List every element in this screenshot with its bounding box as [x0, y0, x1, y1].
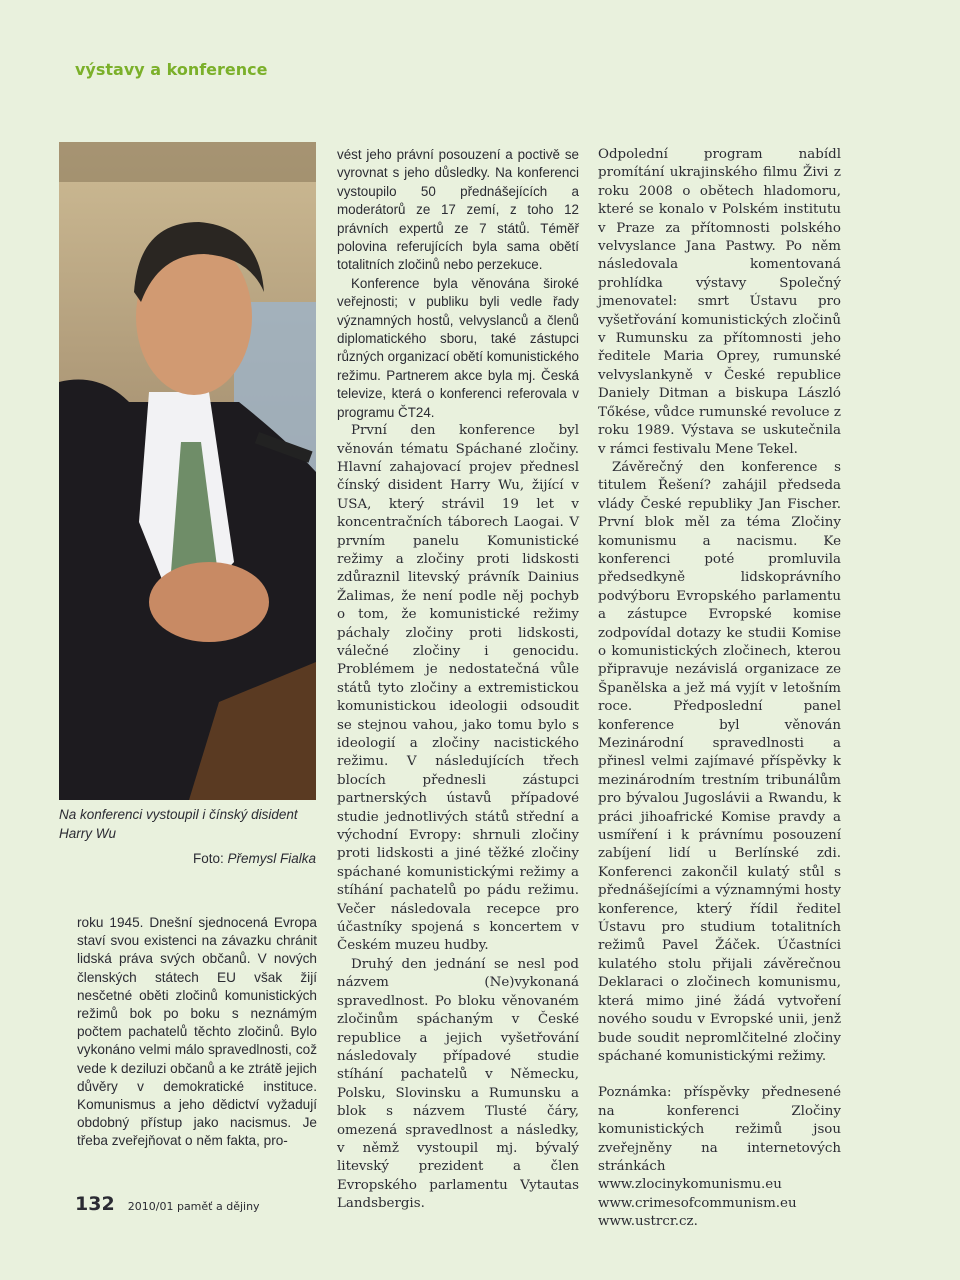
speaker-photo — [59, 142, 316, 800]
paragraph: Druhý den jednání se nesl pod názvem (Ne)vykonaná spravedlnost. Po bloku věnovaném zločinům spáchaným v České republice a jejich vyšetřování následovaly případové studie stíhání pachatelů v Německu, Polsku, Slovinsku a Rumunsku a blok s názvem Tlusté čáry, omezená spravedlnost a následky, v němž vystoupil mj. bývalý litevský prezident a člen Evropského parlamentu Vytautas Landsbergis. — [337, 956, 579, 1212]
photo-credit — [59, 849, 316, 868]
website-link[interactable]: www.zlocinykomunismu.eu — [598, 1177, 782, 1193]
link-list — [598, 1176, 841, 1231]
section-heading: výstavy a konference — [75, 60, 268, 79]
page-number: 132 — [75, 1193, 115, 1215]
article-column-1 — [77, 914, 317, 1151]
website-link[interactable]: www.ustrcr.cz. — [598, 1214, 698, 1230]
issue-label: 2010/01 paměť a dějiny — [127, 1200, 260, 1213]
paragraph: Odpolední program nabídl promítání ukrajinského filmu Živi z roku 2008 o obětech hladomoru, které se konalo v Polském institutu v Praze za přítomnosti polského velvyslance Jana Pastwy. Po něm následovala komentovaná prohlídka výstavy Společný jmenovatel: smrt Ústavu pro vyšetřování komunistických zločinů v Rumunsku za přítomnosti jeho ředitele Maria Oprey, rumunské velvyslankyně v České republice Daniely Ditman a biskupa László Tőkése, vůdce rumunské revoluce z roku 1989. Výstava se uskutečnila v rámci festivalu Mene Tekel. — [598, 147, 841, 457]
paragraph: roku 1945. Dnešní sjednocená Evropa staví svou existenci na závazku chránit lidská práva svých občanů. V nových členských státech EU však žijí nesčetné oběti zločinů komunistických režimů bok po boku s neznámým počtem pachatelů těchto zločinů. Bylo vykonáno velmi málo spravedlnosti, což vede k deziluzi občanů a ke ztrátě jejich důvěry v demokratické instituce. Komunismus a jeho dědictví vyžadují obdobný přístup jako nacismus. Je třeba zveřejňovat o něm fakta, pro- — [77, 915, 317, 1149]
article-column-3 — [598, 146, 841, 1232]
page-footer — [75, 1193, 260, 1215]
credit-prefix: Foto: — [192, 851, 228, 866]
paragraph: Konference byla věnována široké veřejnosti; v publiku byli vedle řady významných hostů, velvyslanců a členů diplomatického sboru, také zástupci různých organizací obětí komunistického režimu. Partnerem akce byla mj. Česká televize, která o konferenci referovala v programu ČT24. — [337, 275, 579, 420]
speaker-photo-illustration — [59, 142, 316, 800]
website-link[interactable]: www.crimesofcommunism.eu — [598, 1195, 797, 1211]
paragraph: První den konference byl věnován tématu Spáchané zločiny. Hlavní zahajovací projev přednesl čínský disident Harry Wu, žijící v USA, který strávil 19 let v koncentračních táborech Laogai. V prvním panelu Komunistické režimy a zločiny proti lidskosti zdůraznil litevský právník Dainius Žalimas, že není podle něj pochyb o tom, že komunistické režimy páchaly zločiny proti lidskosti, válečné zločiny i genocidu. Problémem je nedostatečná vůle států tyto zločiny a extremistickou komunistickou ideologii odsoudit se stejnou vahou, jako tomu bylo s ideologií a zločiny nacistického režimu. V následujících třech blocích přednesli zástupci partnerských ústavů případové studie jednotlivých států střední a východní Evropy: shrnuli zločiny proti lidskosti a jiné těžké zločiny spáchané komunistickými režimy a stíhání pachatelů po pádu režimu. Večer následovala recepce pro účastníky spojená s koncertem v Českém muzeu hudby. — [337, 423, 579, 954]
paragraph: Závěrečný den konference s titulem Řešení? zahájil předseda vlády České republiky Jan Fischer. První blok měl za téma Zločiny komunismu a nacismu. Ke konferenci poté promluvila předsedkyně lidskoprávního podvýboru Evropského parlamentu a zástupce Evropské komise zodpovídal dotazy ke studii Komise o komunistických zločinech, kterou připravuje nezávislá organizace ze Španělska a jež má vyjít v letošním roce. Předposlední panel konference byl věnován Mezinárodní spravedlnosti a přinesl velmi zajímavé příspěvky k mezinárodním trestním tribunálům pro bývalou Jugoslávii a Rwandu, k práci jihoafrické Komise pravdy a usmíření i k právnímu posouzení zabíjení lidí u Berlínské zdi. Konferenci zakončil kulatý stůl s přednášejícími a významnými hosty konference, který řídil ředitel Ústavu pro studium totalitních režimů Pavel Žáček. Účastníci kulatého stolu přijali závěrečnou Deklaraci o zločinech komunismu, která mimo jiné žádá vytvoření nového soudu v Evropské unii, jenž bude soudit nepromlčitelné zločiny spáchané komunistickými režimy. — [598, 459, 841, 1064]
caption-text: Na konferenci vystoupil i čínský disident Harry Wu — [59, 807, 298, 841]
article-column-2 — [337, 146, 579, 1214]
note: Poznámka: příspěvky přednesené na konferenci Zločiny komunistických režimů jsou zveřejněny na internetových stránkách — [598, 1085, 841, 1174]
paragraph: vést jeho právní posouzení a poctivě se vyrovnat s jeho důsledky. Na konferenci vystoupilo 50 přednášejících a moderátorů ze 17 zemí, z toho 12 právních expertů ze 7 států. Téměř polovina referujících byla sama obětí totalitních zločinů nebo perzekuce. — [337, 147, 579, 273]
credit-name: Přemysl Fialka — [227, 851, 316, 866]
photo-caption — [59, 805, 316, 868]
